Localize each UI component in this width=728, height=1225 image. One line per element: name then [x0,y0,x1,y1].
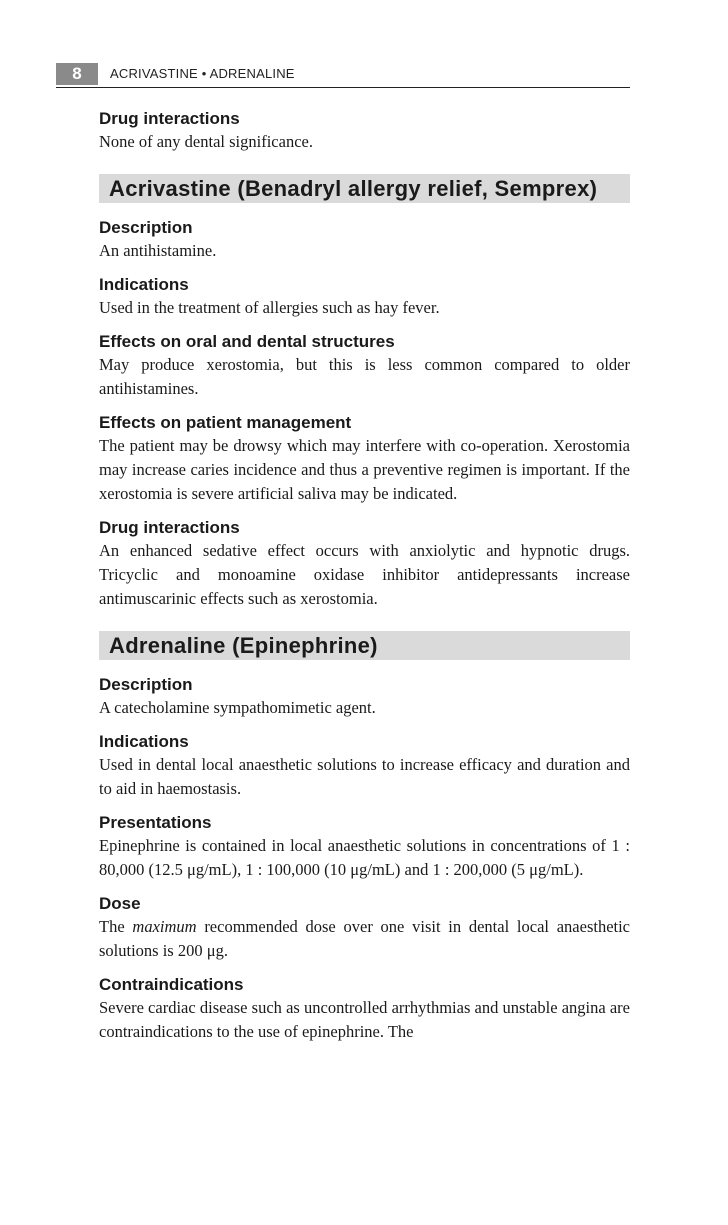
page-number: 8 [56,63,98,85]
acrivastine-management-heading: Effects on patient management [99,413,352,432]
adrenaline-contraindications-text: Severe cardiac disease such as uncontrolled arrhythmias and unstable angina are contraindications to the use of epinephrine. The [99,998,630,1041]
acrivastine-interactions-text: An enhanced sedative effect occurs with anxiolytic and hypnotic drugs. Tricyclic and monoamine oxidase inhibitor antidepressants increase antimuscarinic effects such as xerostomia. [99,541,630,608]
adrenaline-description-text: A catecholamine sympathomimetic agent. [99,698,376,717]
acrivastine-description-text: An antihistamine. [99,241,217,260]
adrenaline-indications-heading: Indications [99,732,189,751]
dose-text-start: The [99,917,125,936]
adrenaline-presentations-heading: Presentations [99,813,212,832]
adrenaline-description-heading: Description [99,675,193,694]
acrivastine-description-heading: Description [99,218,193,237]
page-content [99,108,630,1055]
adrenaline-contraindications-heading: Contraindications [99,975,244,994]
intro-interactions-heading: Drug interactions [99,109,240,128]
acrivastine-indications-text: Used in the treatment of allergies such as hay fever. [99,298,440,317]
adrenaline-indications-text: Used in dental local anaesthetic solutions to increase efficacy and duration and to aid in haemostasis. [99,755,630,798]
acrivastine-management-text: The patient may be drowsy which may interfere with co-operation. Xerostomia may increase caries incidence and thus a preventive regimen is important. If the xerostomia is severe artificial saliva may be indicated. [99,436,630,503]
adrenaline-title: Adrenaline (Epinephrine) [109,633,378,658]
dose-emphasis: maximum [132,917,197,936]
running-title: ACRIVASTINE • ADRENALINE [110,66,295,81]
acrivastine-title: Acrivastine (Benadryl allergy relief, Semprex) [109,176,598,201]
adrenaline-dose-heading: Dose [99,894,141,913]
acrivastine-interactions-heading: Drug interactions [99,518,240,537]
running-head [56,63,630,88]
acrivastine-entry-header [99,174,630,203]
acrivastine-oral-effects-text: May produce xerostomia, but this is less common compared to older antihistamines. [99,355,630,398]
acrivastine-oral-effects-heading: Effects on oral and dental structures [99,332,395,351]
intro-interactions-text: None of any dental significance. [99,132,313,151]
adrenaline-presentations-text: Epinephrine is contained in local anaesthetic solutions in concentrations of 1 : 80,000 (12.5 μg/mL), 1 : 100,000 (10 μg/mL) and 1 : 200,000 (5 μg/mL). [99,836,630,879]
adrenaline-dose-text [99,915,630,963]
acrivastine-indications-heading: Indications [99,275,189,294]
adrenaline-entry-header [99,631,630,660]
dose-text-end: recommended dose over one visit in dental local anaesthetic solutions is 200 μg. [99,917,631,960]
